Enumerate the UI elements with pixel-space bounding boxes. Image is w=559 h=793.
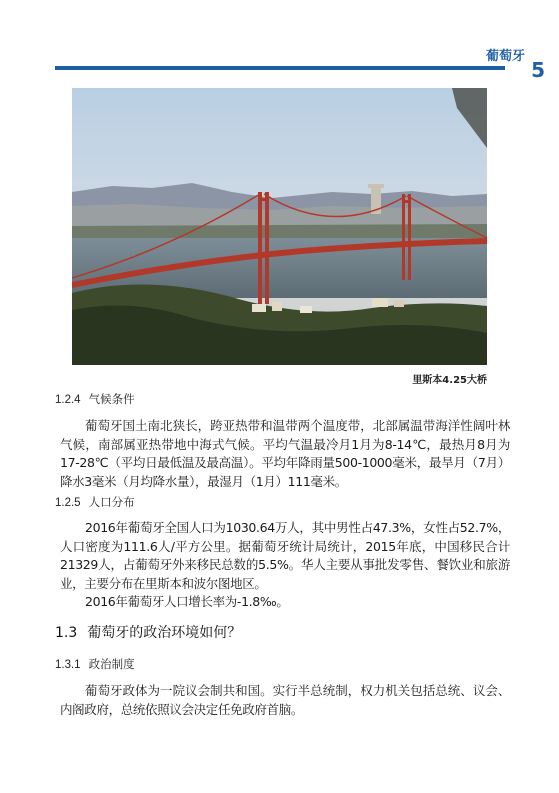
page-number: 5 bbox=[531, 58, 545, 82]
running-header-title: 葡萄牙 bbox=[485, 49, 525, 64]
paragraph-climate: 葡萄牙国土南北狭长，跨亚热带和温带两个温度带，北部属温带海洋性阔叶林气候，南部属亚热带地中海式气候。平均气温最冷月1月为8-14℃，最热月8月为17-28℃（平均日最低温及最高温）。平均年降雨量500-1000毫米，最旱月（7月）降水3毫米（月均降水量），最湿月（1月）111毫米。 bbox=[60, 418, 510, 489]
section-heading-population bbox=[55, 494, 135, 510]
paragraph-political-system: 葡萄牙政体为一院议会制共和国。实行半总统制，权力机关包括总统、议会、内阁政府，总统依照议会决定任免政府首脑。 bbox=[60, 683, 510, 717]
section-number: 1.2.4 bbox=[55, 394, 81, 406]
section-title: 人口分布 bbox=[88, 495, 135, 509]
header-rule bbox=[55, 66, 505, 70]
section-title: 政治制度 bbox=[88, 657, 135, 671]
chapter-heading-politics bbox=[55, 622, 241, 642]
section-number: 1.3.1 bbox=[55, 659, 81, 671]
chapter-number: 1.3 bbox=[55, 625, 78, 641]
section-title: 气候条件 bbox=[88, 392, 135, 406]
section-heading-climate bbox=[55, 391, 135, 407]
section-number: 1.2.5 bbox=[55, 497, 81, 509]
figure-caption: 里斯本4.25大桥 bbox=[412, 375, 487, 386]
paragraph-population-growth: 2016年葡萄牙人口增长率为-1.8‰。 bbox=[85, 594, 289, 609]
paragraph-population: 2016年葡萄牙全国人口为1030.64万人，其中男性占47.3%，女性占52.7%，人口密度为111.6人/平方公里。据葡萄牙统计局统计，2015年底，中国移民合计21329人，占葡萄牙外来移民总数的5.5%。华人主要从事批发零售、餐饮业和旅游业，主要分布在里斯本和波尔图地区。 bbox=[60, 520, 510, 591]
chapter-title: 葡萄牙的政治环境如何？ bbox=[87, 625, 242, 641]
section-heading-political-system bbox=[55, 656, 135, 672]
bridge-photo bbox=[72, 88, 487, 365]
